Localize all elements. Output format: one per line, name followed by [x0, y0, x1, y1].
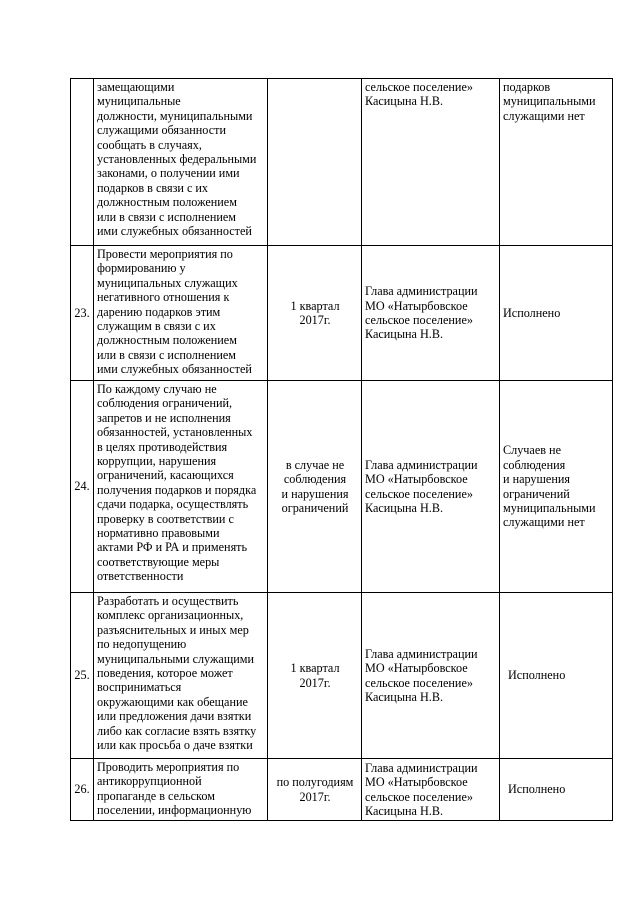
result-cell: Исполнено [500, 246, 613, 381]
measure-cell: замещающими муниципальные должности, муниципальными служащими обязанности сообщать в случаях, установленных федеральными законами, о получении ими подарков в связи с их должностным положением или в связи с исполнением ими служебных обязанностей [94, 79, 268, 246]
row-number: 24. [71, 381, 94, 593]
responsible-cell: сельское поселение» Касицына Н.В. [362, 79, 500, 246]
measure-cell: Проводить мероприятия по антикоррупционной пропаганде в сельском поселении, информационную [94, 759, 268, 821]
responsible-cell: Глава администрации МО «Натырбовское сельское поселение» Касицына Н.В. [362, 593, 500, 759]
deadline-cell: 1 квартал 2017г. [268, 246, 362, 381]
deadline-cell: 1 квартал 2017г. [268, 593, 362, 759]
row-number [71, 79, 94, 246]
result-cell: подарков муниципальными служащими нет [500, 79, 613, 246]
row-number: 26. [71, 759, 94, 821]
measures-table [70, 78, 613, 821]
row-number: 25. [71, 593, 94, 759]
deadline-cell: в случае не соблюдения и нарушения ограничений [268, 381, 362, 593]
table-row [71, 593, 613, 759]
measure-cell: Разработать и осуществить комплекс организационных, разъяснительных и иных мер по недопущению муниципальными служащими поведения, которое может восприниматься окружающими как обещание или предложения дачи взятки либо как согласие взять взятку или как просьба о даче взятки [94, 593, 268, 759]
row-number: 23. [71, 246, 94, 381]
responsible-cell: Глава администрации МО «Натырбовское сельское поселение» Касицына Н.В. [362, 246, 500, 381]
responsible-cell: Глава администрации МО «Натырбовское сельское поселение» Касицына Н.В. [362, 381, 500, 593]
table-row [71, 759, 613, 821]
deadline-cell [268, 79, 362, 246]
deadline-cell: по полугодиям 2017г. [268, 759, 362, 821]
table-row [71, 79, 613, 246]
measure-cell: По каждому случаю не соблюдения ограничений, запретов и не исполнения обязанностей, установленных в целях противодействия коррупции, нарушения ограничений, касающихся получения подарков и порядка сдачи подарка, осуществлять проверку в соответствии с нормативно правовыми актами РФ и РА и применять соответствующие меры ответственности [94, 381, 268, 593]
result-cell: Случаев не соблюдения и нарушения ограничений муниципальными служащими нет [500, 381, 613, 593]
responsible-cell: Глава администрации МО «Натырбовское сельское поселение» Касицына Н.В. [362, 759, 500, 821]
result-cell: Исполнено [500, 593, 613, 759]
result-cell: Исполнено [500, 759, 613, 821]
measure-cell: Провести мероприятия по формированию у муниципальных служащих негативного отношения к дарению подарков этим служащим в связи с их должностным положением или в связи с исполнением ими служебных обязанностей [94, 246, 268, 381]
table-row [71, 246, 613, 381]
table-row [71, 381, 613, 593]
